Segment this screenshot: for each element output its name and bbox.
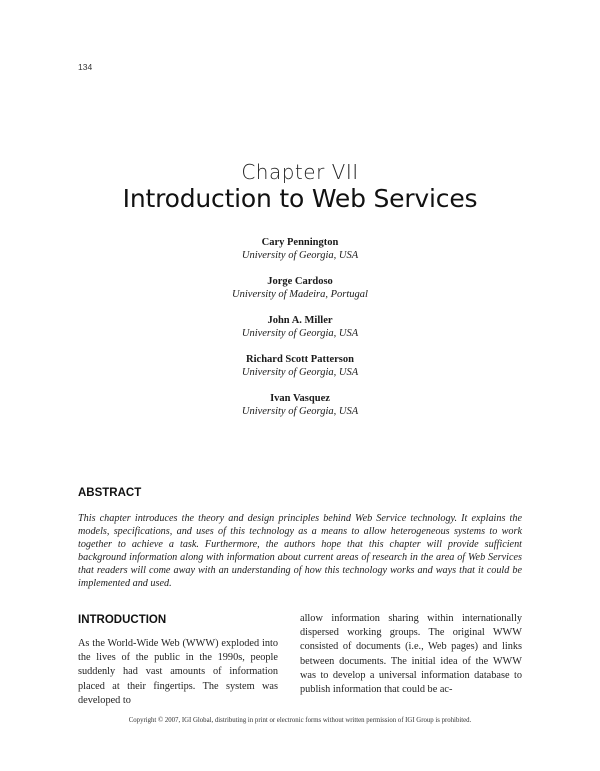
- page-number: 134: [78, 62, 93, 72]
- author-entry: [0, 236, 600, 275]
- author-affiliation: University of Georgia, USA: [241, 367, 359, 378]
- author-affiliation: University of Madeira, Portugal: [232, 289, 368, 300]
- author-affiliation: University of Georgia, USA: [241, 406, 359, 417]
- author-entry: [0, 275, 600, 314]
- author-entry: [0, 392, 600, 431]
- author-name: Ivan Vasquez: [270, 393, 330, 404]
- abstract-text: This chapter introduces the theory and design principles behind Web Service technology. It explains the models, specifications, and uses of this technology as a means to allow heterogeneous systems to work together to achieve a task. Furthermore, the authors hope that this chapter will provide sufficient background information along with information about current areas of research in the area of Web Services that readers will come away with an understanding of how this technology works and ways that it could be implemented and used.: [78, 513, 522, 590]
- author-name: John A. Miller: [267, 315, 333, 326]
- copyright-notice: Copyright © 2007, IGI Global, distributing in print or electronic forms without written permission of IGI Group is prohibited.: [128, 717, 472, 724]
- author-entry: [0, 314, 600, 353]
- introduction-left-column: As the World-Wide Web (WWW) exploded into the lives of the public in the 1990s, people suddenly had vast amounts of information placed at their fingertips. The system was developed to: [78, 638, 278, 706]
- author-list: [0, 236, 600, 431]
- author-name: Cary Pennington: [261, 237, 339, 248]
- abstract-heading: ABSTRACT: [78, 487, 142, 499]
- chapter-label: Chapter VII: [241, 160, 359, 184]
- introduction-heading: INTRODUCTION: [78, 614, 167, 626]
- author-affiliation: University of Georgia, USA: [241, 328, 359, 339]
- chapter-title: Introduction to Web Services: [122, 184, 478, 213]
- author-entry: [0, 353, 600, 392]
- author-name: Jorge Cardoso: [267, 276, 333, 287]
- author-affiliation: University of Georgia, USA: [241, 250, 359, 261]
- author-name: Richard Scott Patterson: [246, 354, 354, 365]
- introduction-right-column: allow information sharing within internationally dispersed working groups. The original WWW consisted of documents (i.e., Web pages) and links between documents. The initial idea of the WWW was to develop a universal information database to publish information that could be ac-: [300, 613, 522, 696]
